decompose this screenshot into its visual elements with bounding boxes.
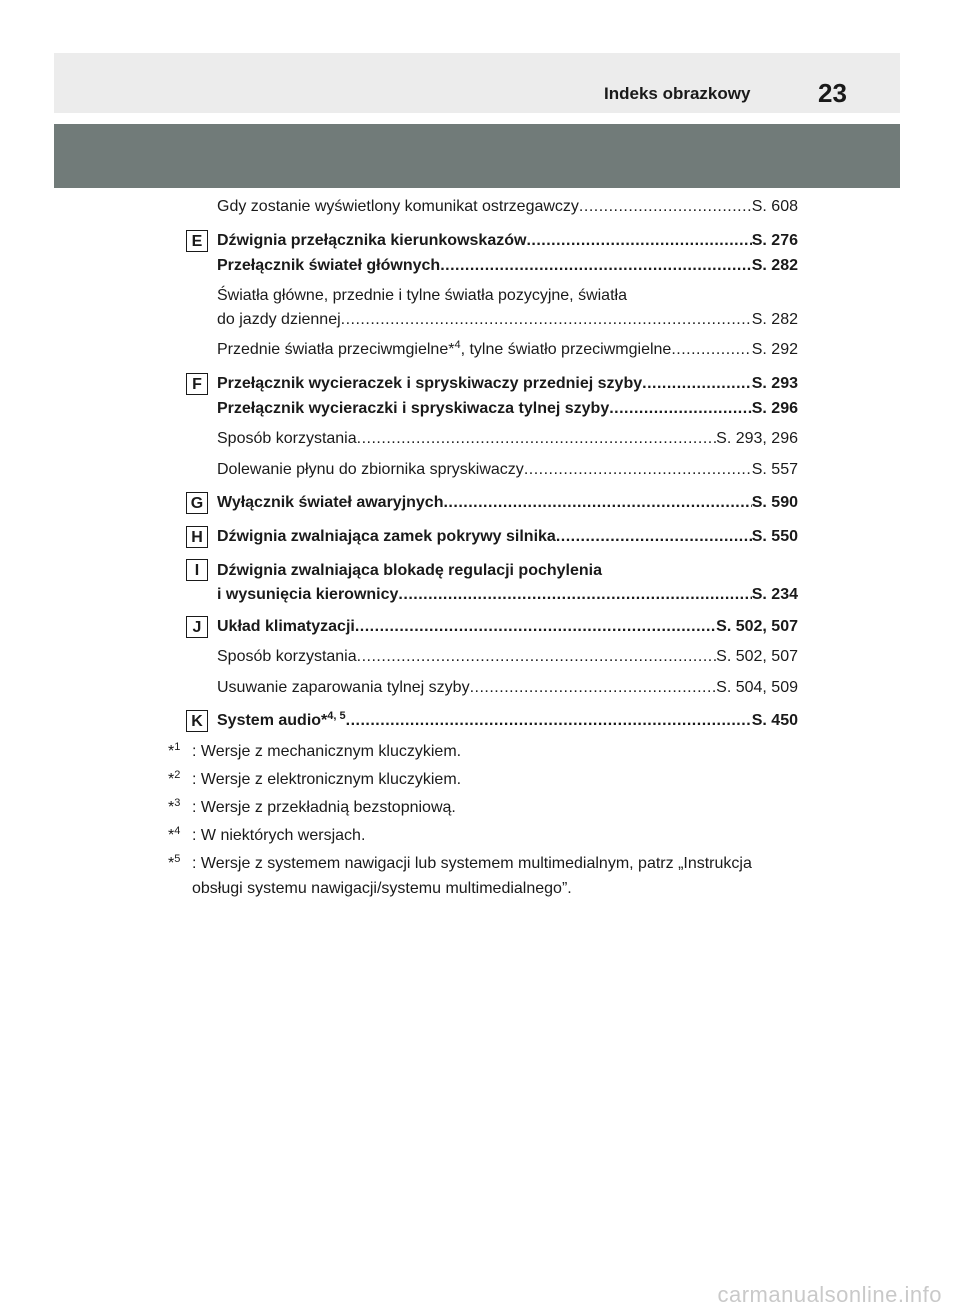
entry-page: S. 292 xyxy=(751,341,798,358)
entry-text: Dolewanie płynu do zbiornika spryskiwaczy xyxy=(217,461,524,478)
index-entry xyxy=(217,460,798,480)
index-entry xyxy=(217,429,798,449)
index-entry xyxy=(217,286,798,330)
entry-page: S. 502, 507 xyxy=(716,618,798,635)
footnote-ref: 4 xyxy=(454,339,461,351)
entry-page: S. 550 xyxy=(751,528,798,545)
entry-page: S. 590 xyxy=(751,494,798,511)
index-entry xyxy=(217,231,798,251)
entry-page: S. 502, 507 xyxy=(716,648,798,665)
index-entry xyxy=(217,647,798,667)
index-entry xyxy=(217,256,798,276)
leader-dots xyxy=(355,617,716,637)
leader-dots xyxy=(440,256,752,276)
leader-dots xyxy=(341,310,752,330)
entry-text: Przełącznik wycieraczek i spryskiwaczy przedniej szyby xyxy=(217,375,643,392)
leader-dots xyxy=(443,493,751,513)
letter-marker-i: I xyxy=(186,559,208,581)
letter-marker-g: G xyxy=(186,492,208,514)
leader-dots xyxy=(642,374,752,394)
entry-text: Przełącznik wycieraczki i spryskiwacza tylnej szyby xyxy=(217,400,610,417)
footnote-mark: * xyxy=(168,855,175,872)
entry-page: S. 296 xyxy=(751,400,798,417)
footnote-ref: 4, 5 xyxy=(327,710,346,722)
entry-page: S. 234 xyxy=(751,586,798,603)
entry-page: S. 282 xyxy=(751,311,798,328)
entry-text: Dźwignia przełącznika kierunkowskazów xyxy=(217,232,527,249)
footnote-mark: * xyxy=(168,827,175,844)
leader-dots xyxy=(398,585,751,605)
leader-dots xyxy=(579,197,752,217)
entry-text: Usuwanie zaparowania tylnej szyby xyxy=(217,679,470,696)
leader-dots xyxy=(357,429,717,449)
letter-marker-k: K xyxy=(186,710,208,732)
index-entry xyxy=(217,374,798,394)
letter-marker-j: J xyxy=(186,616,208,638)
leader-dots xyxy=(671,340,751,360)
entry-page: S. 557 xyxy=(751,461,798,478)
footnote xyxy=(168,853,752,897)
leader-dots xyxy=(346,711,752,731)
entry-page: S. 293, 296 xyxy=(716,430,798,447)
footnote-number: 5 xyxy=(174,853,181,865)
footnote xyxy=(168,741,462,762)
header-band xyxy=(54,124,900,188)
leader-dots xyxy=(556,527,752,547)
entry-text: System audio* xyxy=(217,712,328,729)
footnote-text: : Wersje z elektronicznym kluczykiem. xyxy=(192,771,462,788)
letter-marker-f: F xyxy=(186,373,208,395)
index-entry xyxy=(217,527,798,547)
footnote-number: 1 xyxy=(174,741,181,753)
index-entry xyxy=(217,678,798,698)
footnote-text: : W niektórych wersjach. xyxy=(192,827,366,844)
leader-dots xyxy=(357,647,717,667)
entry-page: S. 293 xyxy=(751,375,798,392)
footnote-number: 2 xyxy=(174,769,181,781)
entry-text-line1: Światła główne, przednie i tylne światła pozycyjne, światła xyxy=(217,287,627,304)
footnote-text-line2: obsługi systemu nawigacji/systemu multimedialnego”. xyxy=(192,880,572,897)
leader-dots xyxy=(526,231,751,251)
entry-text: Sposób korzystania xyxy=(217,648,357,665)
entry-page: S. 282 xyxy=(751,257,798,274)
index-entry xyxy=(217,561,798,605)
page-number: 23 xyxy=(818,78,847,108)
watermark: carmanualsonline.info xyxy=(717,1282,942,1307)
footnote-mark: * xyxy=(168,771,175,788)
letter-marker-e: E xyxy=(186,230,208,252)
footnote-text: : Wersje z systemem nawigacji lub systemem multimedialnym, patrz „Instrukcja xyxy=(192,855,752,872)
entry-text: Układ klimatyzacji xyxy=(217,618,355,635)
entry-text: do jazdy dziennej xyxy=(217,311,341,328)
entry-text: Gdy zostanie wyświetlony komunikat ostrzegawczy xyxy=(217,198,579,215)
entry-text: Dźwignia zwalniająca zamek pokrywy silnika xyxy=(217,528,556,545)
entry-page: S. 450 xyxy=(751,712,798,729)
leader-dots xyxy=(524,460,752,480)
footnote-mark: * xyxy=(168,743,175,760)
entry-text: Przełącznik świateł głównych xyxy=(217,257,441,274)
leader-dots xyxy=(470,678,717,698)
entry-text-line1: Dźwignia zwalniająca blokadę regulacji pochylenia xyxy=(217,562,603,579)
index-entry xyxy=(217,399,798,419)
footnote-number: 3 xyxy=(174,797,181,809)
index-entry xyxy=(217,340,798,360)
header-bar xyxy=(54,53,900,113)
letter-marker-h: H xyxy=(186,526,208,548)
entry-page: S. 276 xyxy=(751,232,798,249)
leader-dots xyxy=(609,399,752,419)
footnote-text: : Wersje z przekładnią bezstopniową. xyxy=(192,799,456,816)
entry-text: Przednie światła przeciwmgielne* xyxy=(217,341,455,358)
entry-page: S. 608 xyxy=(751,198,798,215)
entry-text: i wysunięcia kierownicy xyxy=(217,586,399,603)
index-entry xyxy=(217,711,798,731)
section-title: Indeks obrazkowy xyxy=(604,84,751,103)
entry-page: S. 504, 509 xyxy=(716,679,798,696)
footnote xyxy=(168,797,456,818)
footnote-text: : Wersje z mechanicznym kluczykiem. xyxy=(192,743,462,760)
index-entry xyxy=(217,197,798,217)
index-entry xyxy=(217,493,798,513)
entry-text: Wyłącznik świateł awaryjnych xyxy=(217,494,444,511)
footnote xyxy=(168,769,462,790)
footnote-number: 4 xyxy=(174,825,181,837)
entry-text-after: , tylne światło przeciwmgielne xyxy=(460,341,672,358)
index-entry xyxy=(217,617,798,637)
footnote xyxy=(168,825,366,846)
footnote-mark: * xyxy=(168,799,175,816)
entry-text: Sposób korzystania xyxy=(217,430,357,447)
